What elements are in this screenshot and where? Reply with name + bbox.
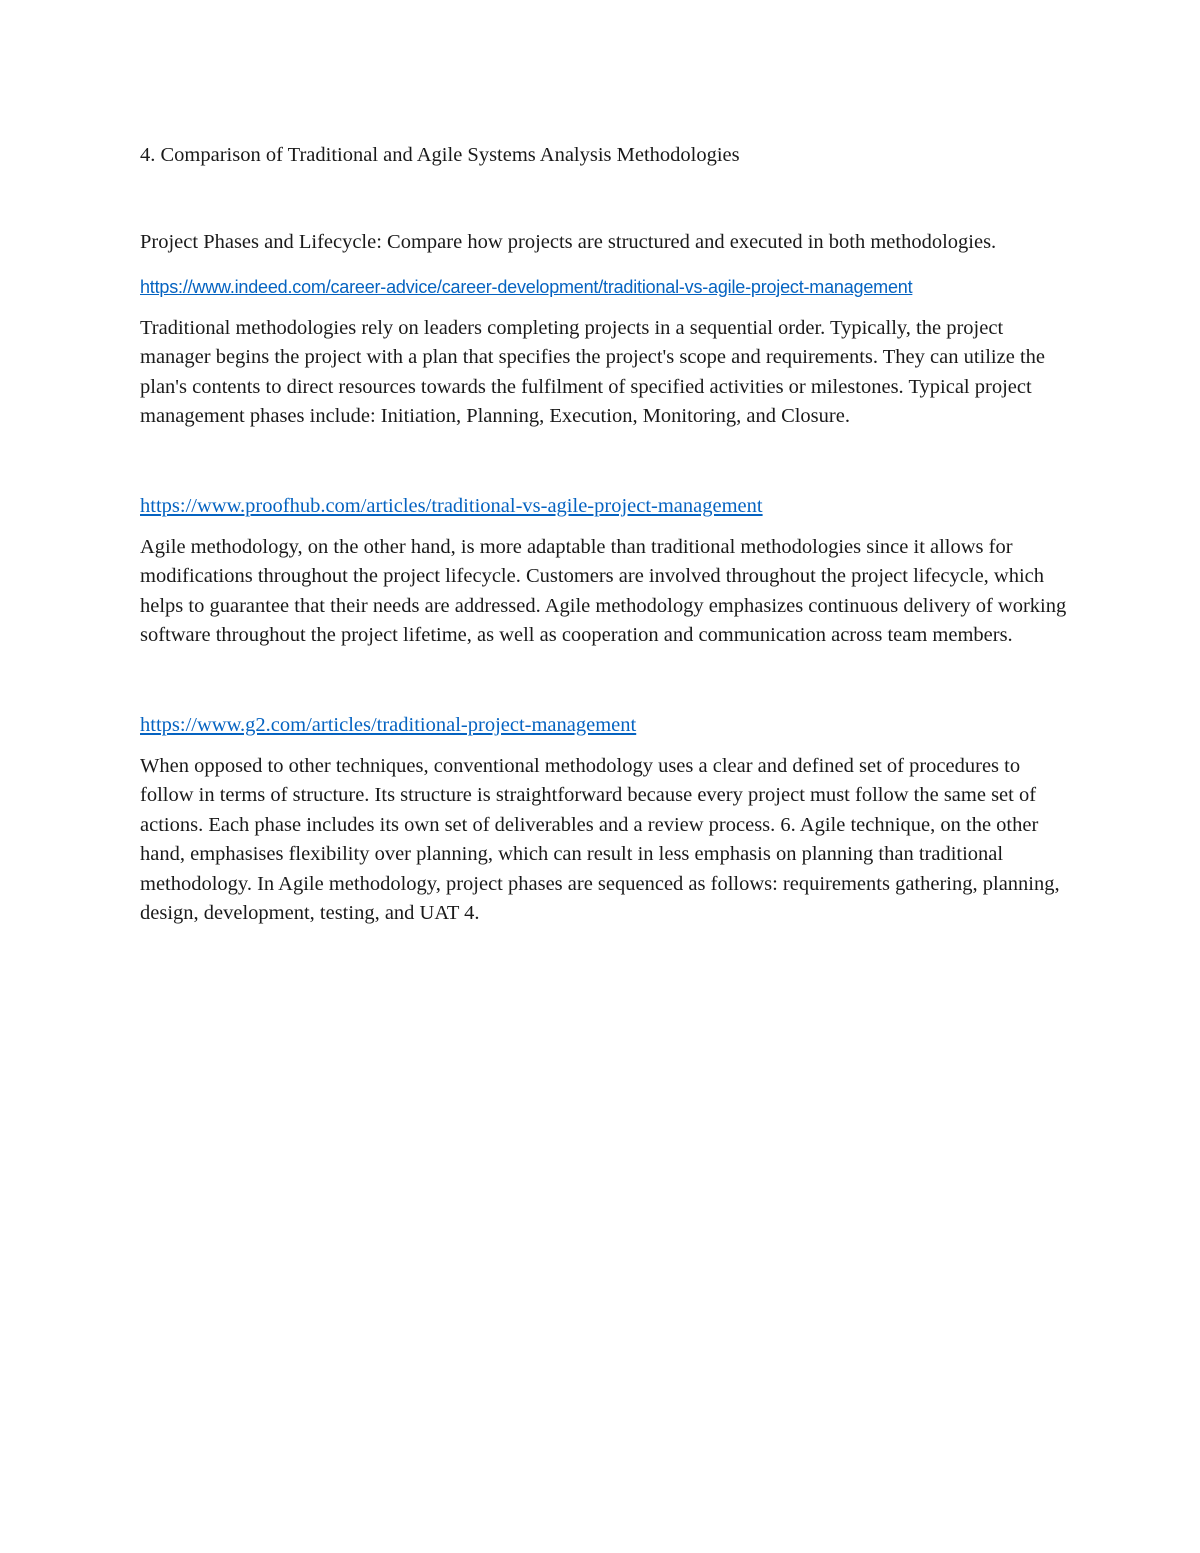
proofhub-link[interactable]: https://www.proofhub.com/articles/traditional-vs-agile-project-management bbox=[140, 494, 763, 517]
document-body bbox=[140, 140, 1070, 929]
comparison-paragraph: When opposed to other techniques, conventional methodology uses a clear and defined set of procedures to follow in terms of structure. Its structure is straightforward because every project must follow the same set of actions. Each phase includes its own set of deliverables and a review process. 6. Agile technique, on the other hand, emphasises flexibility over planning, which can result in less emphasis on planning than traditional methodology. In Agile methodology, project phases are sequenced as follows: requirements gathering, planning, design, development, testing, and UAT 4. bbox=[140, 754, 1060, 924]
g2-link[interactable]: https://www.g2.com/articles/traditional-project-management bbox=[140, 713, 637, 736]
agile-paragraph: Agile methodology, on the other hand, is more adaptable than traditional methodologies since it allows for modifications throughout the project lifecycle. Customers are involved throughout the project lifecycle, which helps to guarantee that their needs are addressed. Agile methodology emphasizes continuous delivery of working software throughout the project lifetime, as well as cooperation and communication across team members. bbox=[140, 535, 1067, 646]
intro-paragraph: Project Phases and Lifecycle: Compare how projects are structured and executed in both methodologies. bbox=[140, 231, 997, 253]
indeed-link[interactable]: https://www.indeed.com/career-advice/career-development/traditional-vs-agile-project-management bbox=[140, 276, 913, 297]
document-heading: 4. Comparison of Traditional and Agile Systems Analysis Methodologies bbox=[140, 144, 740, 166]
traditional-paragraph: Traditional methodologies rely on leaders completing projects in a sequential order. Typically, the project manager begins the project with a plan that specifies the project's scope and requirements. They can utilize the plan's contents to direct resources towards the fulfilment of specified activities or milestones. Typical project management phases include: Initiation, Planning, Execution, Monitoring, and Closure. bbox=[140, 316, 1045, 427]
